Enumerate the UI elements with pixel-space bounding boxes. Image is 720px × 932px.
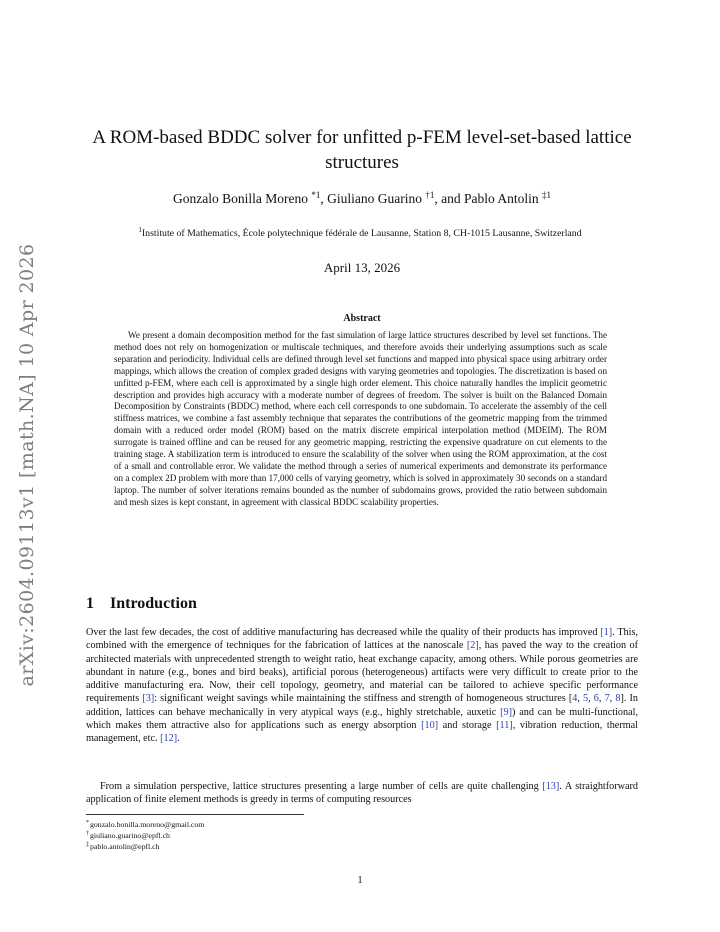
intro-paragraph-2	[86, 780, 638, 807]
paper-date: April 13, 2026	[323, 260, 401, 275]
footnote-rule	[86, 814, 304, 815]
footnote-email[interactable]: pablo.antolin@epfl.ch	[90, 842, 160, 851]
citation-link[interactable]: 7	[604, 693, 610, 705]
citation-link[interactable]: [12]	[160, 733, 178, 745]
intro-paragraph-1	[86, 626, 638, 746]
author-mark: †1	[425, 190, 435, 200]
citation-link[interactable]: [3]	[142, 693, 155, 705]
footnote-email[interactable]: gonzalo.bonilla.moreno@gmail.com	[90, 820, 205, 829]
paragraph-text: ]. In addition, lattices can behave mechanically in very atypical ways (e.g., highly stretchable, auxetic	[86, 693, 639, 718]
paragraph-text: , has paved the way to the creation of architected materials with unprecedented strength to weight ratio, heat exchange capacity, among others. While porous geometries are abundant in nature (e.g., bones and bird beaks), artificial porous (heterogeneous) artifacts were very difficult to create prior to the additive manufacturing era. Now, their cell topology, geometry, and material can be tailored to achieve specific performance requirements	[86, 640, 638, 705]
author-mark: *1	[311, 190, 321, 200]
footnote-mark: ‡	[86, 842, 89, 848]
author-name: Pablo Antolin	[463, 191, 539, 206]
citation-link[interactable]: 4	[572, 693, 578, 705]
paragraph-text: ,	[609, 693, 616, 705]
footnote-mark: †	[86, 831, 89, 837]
citation-link[interactable]: [9]	[500, 706, 512, 718]
citation-link[interactable]: [11]	[496, 720, 513, 732]
paper-title: A ROM-based BDDC solver for unfitted p-FEM level-set-based lattice structures	[92, 127, 632, 173]
affiliation	[80, 226, 640, 239]
paragraph-text: , vibration reduction, thermal management, etc.	[86, 720, 638, 745]
paragraph-text: .	[177, 733, 180, 745]
author-name: Giuliano Guarino	[327, 191, 422, 206]
footnote-mark: *	[86, 820, 89, 826]
paragraph-text: . This, combined with the emergence of techniques for the fabrication of lattices at the nanoscale	[86, 627, 638, 652]
paragraph-text: From a simulation perspective, lattice structures presenting a large number of cells are quite challenging	[100, 781, 543, 792]
citation-link[interactable]: 8	[615, 693, 621, 705]
citation-link[interactable]: [10]	[421, 720, 439, 732]
citation-link[interactable]: [1]	[600, 627, 613, 638]
arxiv-stamp: arXiv:2604.09113v1 [math.NA] 10 Apr 2026	[16, 243, 38, 687]
paragraph-text: and storage	[438, 720, 497, 732]
section-number: 1	[86, 595, 94, 612]
paragraph-text: ,	[598, 693, 605, 705]
author-mark: ‡1	[541, 190, 551, 200]
author-list	[92, 190, 632, 207]
author-name: Gonzalo Bonilla Moreno	[173, 191, 308, 206]
paragraph-text: . A straightforward application of finite element methods is greedy in terms of computing resources	[86, 781, 638, 806]
affiliation-mark: 1	[138, 226, 142, 234]
paragraph-text: ,	[588, 693, 594, 705]
section-title: Introduction	[110, 595, 197, 612]
section-heading	[86, 595, 197, 613]
page-number: 1	[357, 875, 363, 886]
paragraph-text: Over the last few decades, the cost of additive manufacturing has decreased while the quality of their products has improved	[86, 627, 601, 638]
footnote	[86, 840, 160, 853]
abstract-heading: Abstract	[343, 313, 381, 324]
paragraph-text: : significant weight savings while maintaining the stiffness and strength of homogeneous structures [	[154, 693, 573, 705]
paragraph-text: ) and can be multi-functional, which makes them attractive also for applications such as energy absorption	[86, 706, 638, 732]
citation-link[interactable]: 6	[593, 693, 599, 705]
affiliation-text: Institute of Mathematics, École polytechnique fédérale de Lausanne, Station 8, CH-1015 Lausanne, Switzerland	[141, 228, 582, 239]
paragraph-text: ,	[577, 693, 584, 705]
citation-link[interactable]: [13]	[542, 781, 560, 792]
author-separator: ,	[320, 191, 328, 206]
author-separator: , and	[434, 191, 464, 206]
footnote-email[interactable]: giuliano.guarino@epfl.ch	[90, 831, 170, 840]
citation-link[interactable]: 5	[583, 693, 589, 705]
abstract-text: We present a domain decomposition method for the fast simulation of large lattice structures described by level set functions. The method does not rely on homogenization or multiscale techniques, and therefore avoids their underlying assumptions such as scale separation and periodicity. Individual cells are defined through level set functions and mapped into physical space using arbitrary order mappings, which allows the creation of complex graded designs with varying geometries and topologies. The discretization is based on unfitted p-FEM, where each cell is approximated by a single high order element. This choice naturally handles the implicit geometric description and provides high accuracy with a moderate number of degrees of freedom. The solver is built on the Balanced Domain Decomposition by Constraints (BDDC) method, where each cell corresponds to one subdomain. To accelerate the assembly of the cell stiffness matrices, we combine a fast assembly technique that separates the contributions of the geometric mapping from the trimmed domain with a reduced order model (ROM) based on the matrix discrete empirical interpolation method (MDEIM). The ROM surrogate is trained offline and can be reused for any geometric mapping, restricting the expensive quadrature on cut elements to the training stage. A stabilization term is introduced to ensure the scalability of the solver when using the ROM approximation, at the cost of a small and controllable error. We validate the method through a series of numerical experiments and demonstrate its performance on a complex 2D problem with more than 17,000 cells of varying geometry, which is solved in approximately 30 seconds on a standard laptop. The number of solver iterations remains bounded as the number of subdomains grows, provided the ratio between subdomain and mesh sizes is kept constant, in agreement with classical BDDC scalability properties.	[114, 330, 607, 507]
citation-link[interactable]: [2]	[466, 640, 479, 652]
